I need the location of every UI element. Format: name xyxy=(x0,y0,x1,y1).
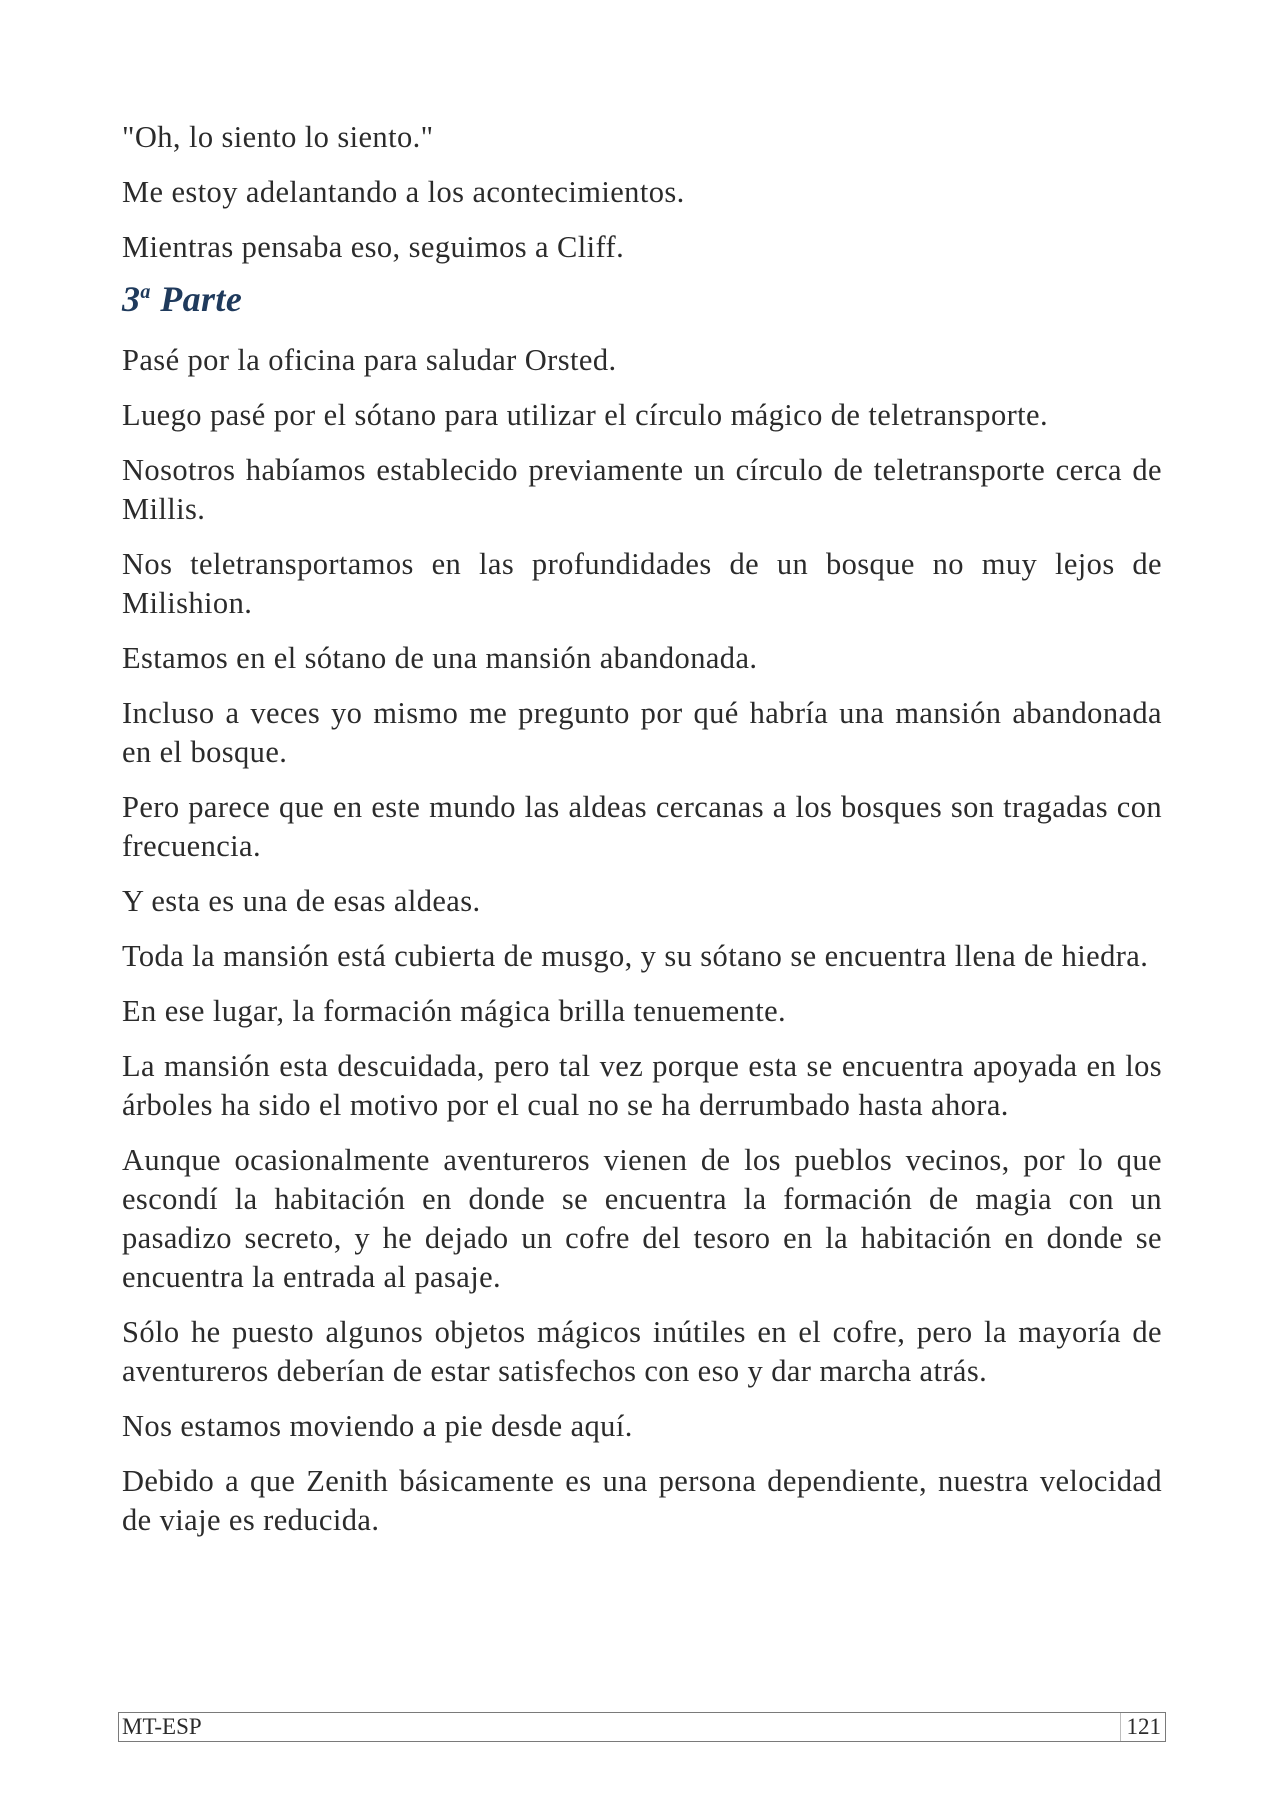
paragraph: Toda la mansión está cubierta de musgo, y su sótano se encuentra llena de hiedra. xyxy=(122,939,1149,973)
paragraph: Luego pasé por el sótano para utilizar el círculo mágico de teletransporte. xyxy=(122,398,1048,432)
paragraph: Nosotros habíamos establecido previamente un círculo de teletransporte cerca de Millis. xyxy=(122,453,1162,526)
footer-label: MT-ESP xyxy=(122,1714,202,1739)
paragraph: Debido a que Zenith básicamente es una persona dependiente, nuestra velocidad de viaje es reducida. xyxy=(122,1464,1162,1537)
section-heading xyxy=(122,277,1162,321)
page-footer xyxy=(118,1712,1166,1742)
heading-superscript: a xyxy=(140,281,151,303)
paragraph: Pero parece que en este mundo las aldeas cercanas a los bosques son tragadas con frecuencia. xyxy=(122,790,1162,863)
paragraph: Aunque ocasionalmente aventureros vienen de los pueblos vecinos, por lo que escondí la habitación en donde se encuentra la formación de magia con un pasadizo secreto, y he dejado un cofre del tesoro en la habitación en donde se encuentra la entrada al pasaje. xyxy=(122,1143,1162,1294)
paragraph: "Oh, lo siento lo siento." xyxy=(122,120,434,154)
heading-number: 3 xyxy=(122,279,141,319)
paragraph: Pasé por la oficina para saludar Orsted. xyxy=(122,343,617,377)
paragraph: Sólo he puesto algunos objetos mágicos inútiles en el cofre, pero la mayoría de aventureros deberían de estar satisfechos con eso y dar marcha atrás. xyxy=(122,1315,1162,1388)
paragraph: En ese lugar, la formación mágica brilla tenuemente. xyxy=(122,994,787,1028)
paragraph: Nos estamos moviendo a pie desde aquí. xyxy=(122,1409,633,1443)
paragraph: Estamos en el sótano de una mansión abandonada. xyxy=(122,641,758,675)
page-number: 121 xyxy=(1126,1714,1161,1739)
paragraph: Incluso a veces yo mismo me pregunto por qué habría una mansión abandonada en el bosque. xyxy=(122,696,1162,769)
footer-divider xyxy=(1120,1713,1121,1741)
paragraph: La mansión esta descuidada, pero tal vez porque esta se encuentra apoyada en los árboles ha sido el motivo por el cual no se ha derrumbado hasta ahora. xyxy=(122,1049,1162,1122)
paragraph: Nos teletransportamos en las profundidades de un bosque no muy lejos de Milishion. xyxy=(122,547,1162,620)
paragraph: Me estoy adelantando a los acontecimientos. xyxy=(122,175,685,209)
paragraph: Mientras pensaba eso, seguimos a Cliff. xyxy=(122,230,625,264)
heading-title: Parte xyxy=(160,279,243,319)
paragraph: Y esta es una de esas aldeas. xyxy=(122,884,481,918)
body-text xyxy=(122,118,1162,1556)
